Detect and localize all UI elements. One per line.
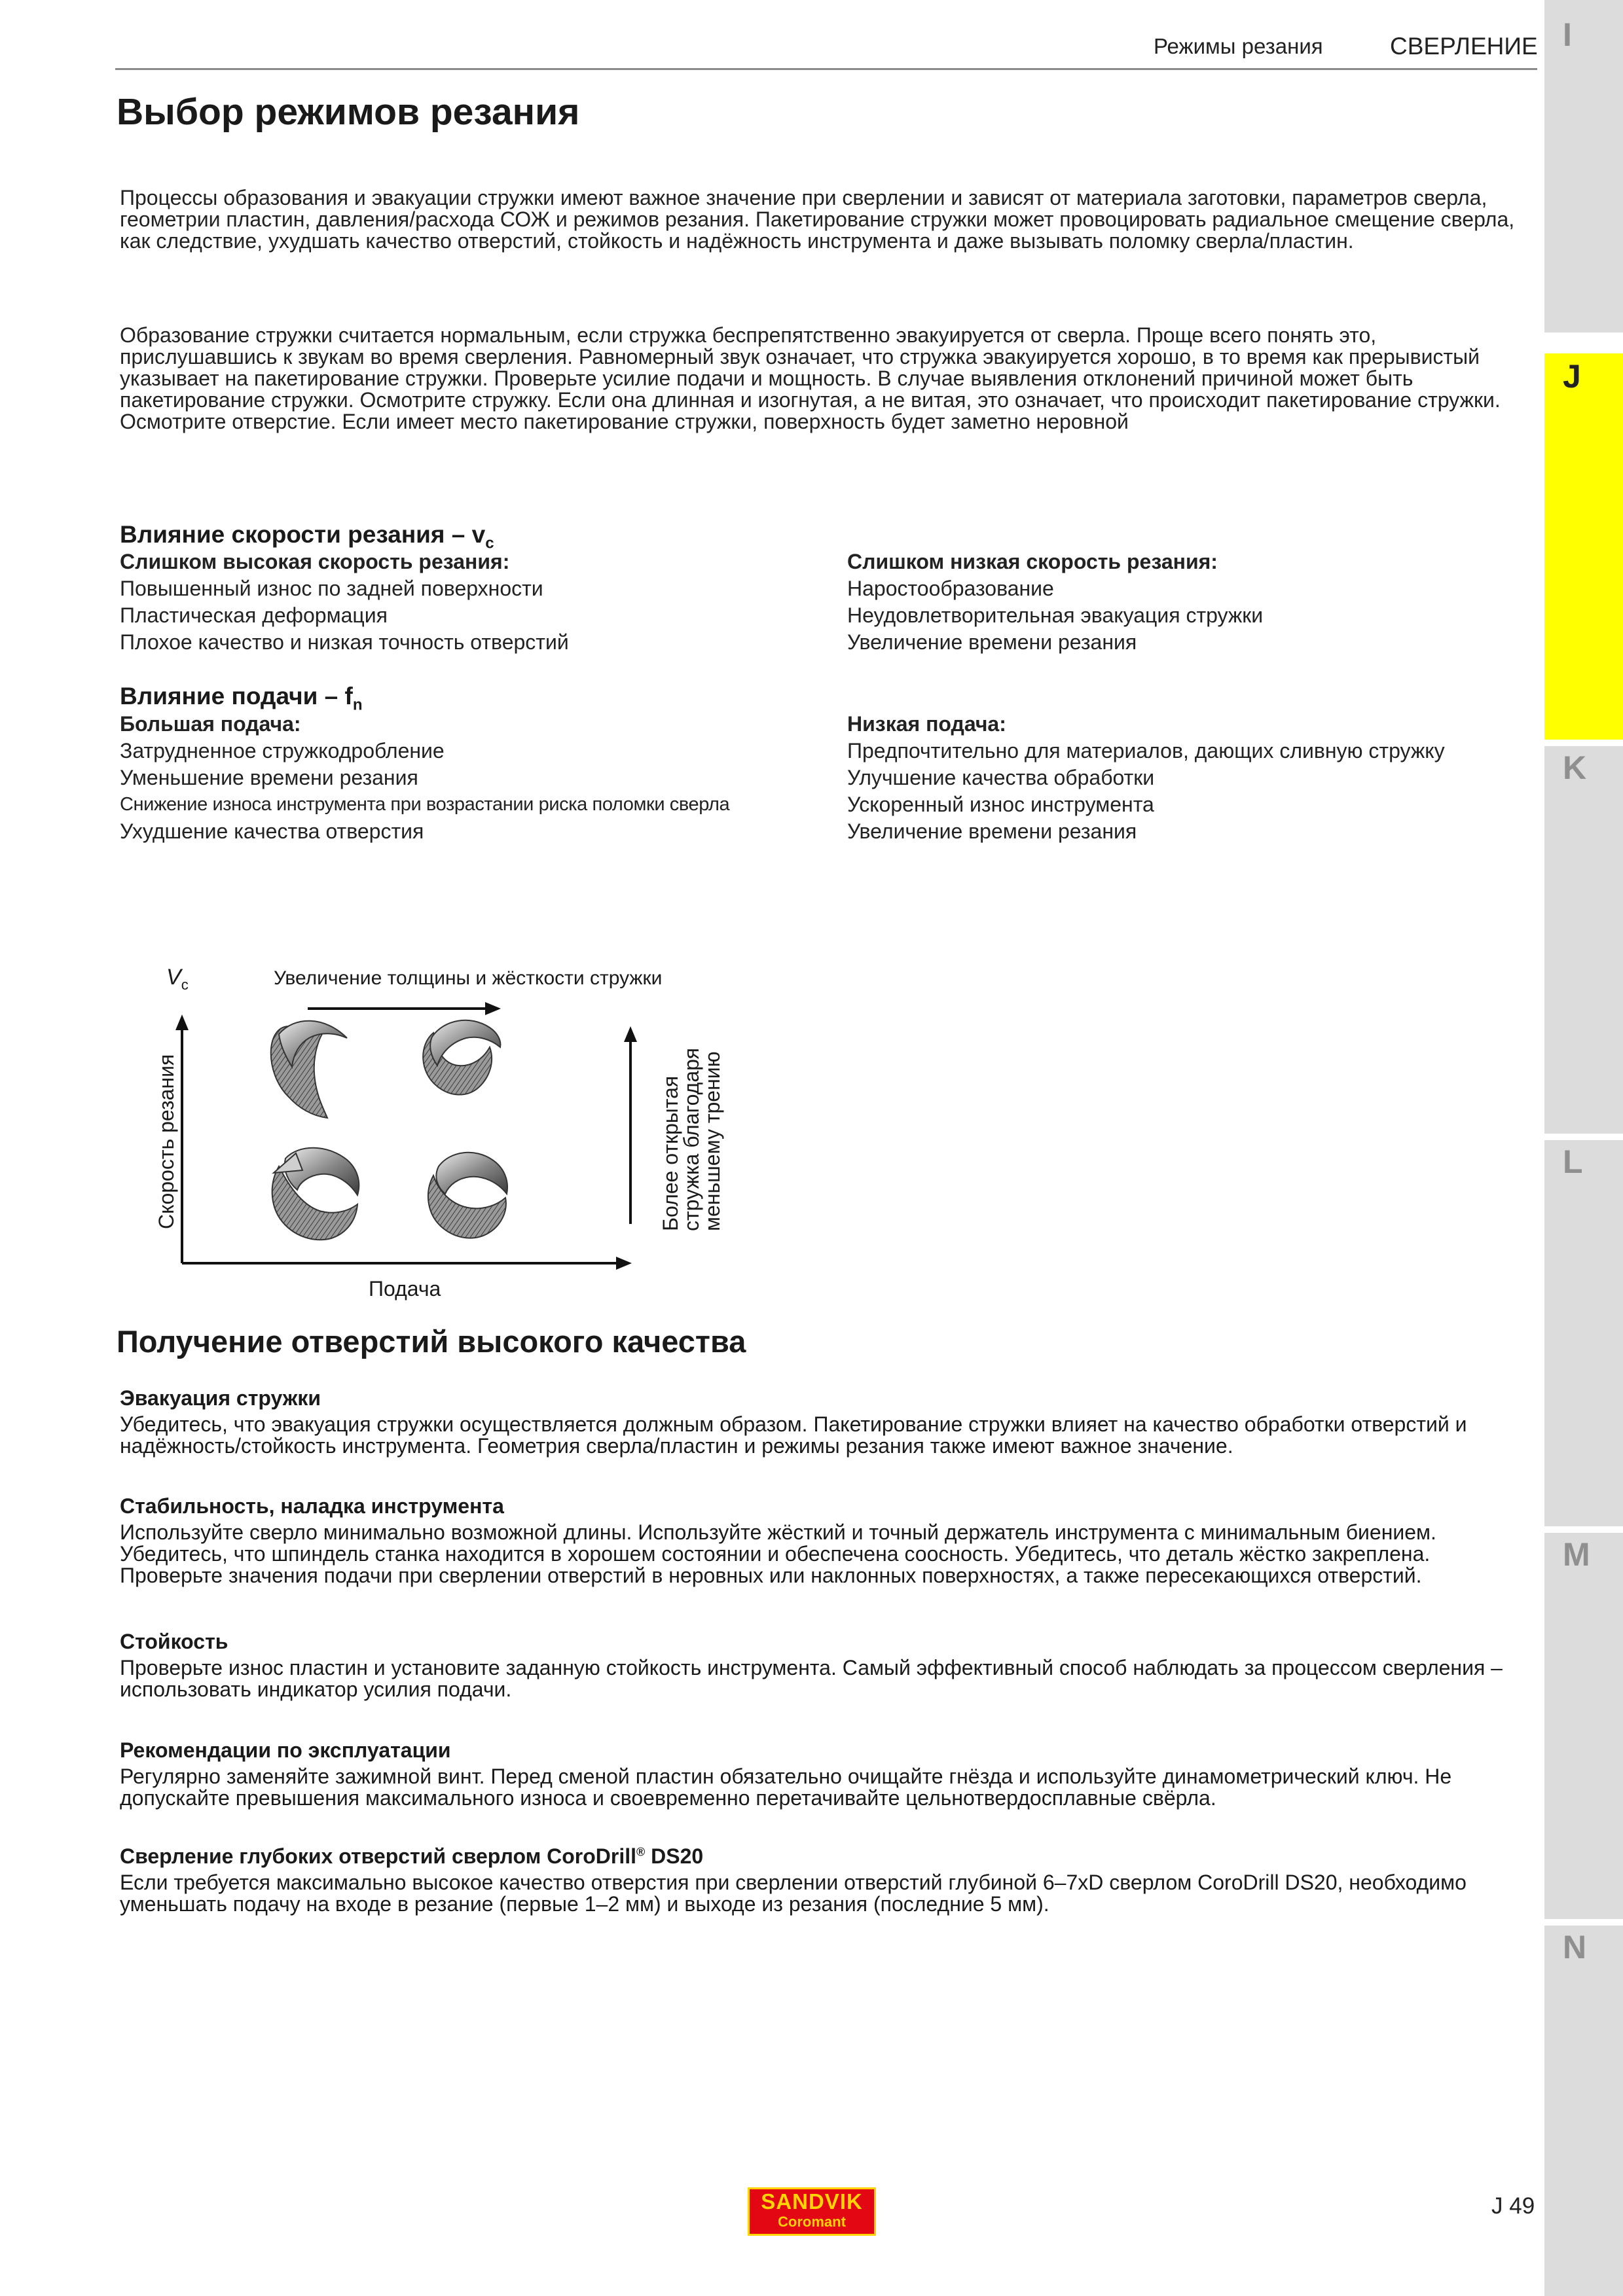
logo-subbrand: Coromant bbox=[778, 2214, 846, 2230]
quality-heading-maintenance: Рекомендации по эксплуатации bbox=[120, 1738, 451, 1762]
feed-heading-subscript: n bbox=[352, 696, 363, 714]
deep-drilling-heading-text: Сверление глубоких отверстий сверлом CoroDrill bbox=[120, 1844, 637, 1868]
feed-low-title: Низкая подача: bbox=[847, 712, 1006, 736]
diagram-y-label: Скорость резания bbox=[155, 1054, 178, 1229]
list-item: Неудовлетворительная эвакуация стружки bbox=[847, 603, 1264, 627]
list-item: Снижение износа инструмента при возрастании риска поломки сверла bbox=[120, 794, 730, 815]
speed-low-column bbox=[847, 548, 1541, 656]
diagram-axes bbox=[175, 1014, 632, 1270]
chapter-tab-l[interactable] bbox=[1544, 1140, 1623, 1526]
quality-text-maintenance: Регулярно заменяйте зажимной винт. Перед сменой пластин обязательно очищайте гнёзда и используйте динамометрический ключ. Не допускайте превышения максимального износа и своевременно перетачивайте цельнотвердосплавные свёрла. bbox=[120, 1765, 1452, 1810]
page-title: Выбор режимов резания bbox=[117, 91, 580, 133]
chapter-tab-k[interactable] bbox=[1544, 746, 1623, 1134]
list-item: Затрудненное стружкодробление bbox=[120, 739, 445, 762]
chapter-tab-m[interactable] bbox=[1544, 1533, 1623, 1919]
quality-text-deep-drilling: Если требуется максимально высокое качество отверстия при сверлении отверстий глубиной 6–7xD сверлом CoroDrill DS20, необходимо уменьшать подачу на входе в резание (первые 1–2 мм) и выходе из резания (последние 5 мм). bbox=[120, 1871, 1467, 1916]
speed-high-column bbox=[120, 548, 840, 656]
deep-drilling-heading-tail: DS20 bbox=[645, 1844, 704, 1868]
diagram-x-label: Подача bbox=[369, 1277, 441, 1300]
diagram-vc-letter: V bbox=[166, 965, 181, 990]
list-item: Улучшение качества обработки bbox=[847, 766, 1155, 789]
diagram-top-arrow bbox=[308, 1002, 501, 1015]
page-number: J 49 bbox=[1491, 2193, 1535, 2219]
quality-heading-deep-drilling bbox=[120, 1844, 703, 1869]
quality-section-title: Получение отверстий высокого качества bbox=[117, 1324, 746, 1359]
feed-heading bbox=[120, 683, 362, 714]
chapter-sidebar bbox=[1544, 0, 1623, 2296]
diagram-right-label bbox=[660, 1048, 723, 1231]
speed-high-title: Слишком высокая скорость резания: bbox=[120, 550, 510, 573]
chip-image-top-left bbox=[271, 1021, 347, 1118]
list-item: Увеличение времени резания bbox=[847, 819, 1137, 843]
chip-image-bottom-right bbox=[428, 1153, 507, 1238]
feed-high-column bbox=[120, 711, 840, 845]
diagram-right-line: стружка благодаря bbox=[680, 1048, 703, 1231]
chapter-tab-j[interactable] bbox=[1544, 353, 1623, 740]
diagram-top-label: Увеличение толщины и жёсткости стружки bbox=[274, 967, 663, 989]
speed-heading-text: Влияние скорости резания – v bbox=[120, 521, 486, 548]
diagram-right-line: меньшему трению bbox=[701, 1051, 724, 1231]
speed-heading-subscript: c bbox=[485, 534, 494, 552]
list-item: Ускоренный износ инструмента bbox=[847, 793, 1154, 816]
chapter-letter: L bbox=[1563, 1143, 1583, 1180]
chapter-letter: K bbox=[1563, 749, 1587, 786]
registered-mark: ® bbox=[636, 1845, 646, 1859]
list-item: Ухудшение качества отверстия bbox=[120, 819, 424, 843]
chip-formation-diagram bbox=[131, 982, 655, 1283]
intro-paragraph-2: Образование стружки считается нормальным, если стружка беспрепятственно эвакуируется от сверла. Проще всего понять это, прислушавшись к звукам во время сверления. Равномерный звук означает, что стружка эвакуируется хорошо, в то время как прерывистый указывает на пакетирование стружки. Проверьте усилие подачи и мощность. В случае выявления отклонений причиной может быть пакетирование стружки. Осмотрите стружку. Если она длинная и изогнутая, а не витая, это означает, что происходит пакетирование стружки. Осмотрите отверстие. Если имеет место пакетирование стружки, поверхность будет заметно неровной bbox=[120, 323, 1501, 433]
diagram-right-line: Более открытая bbox=[659, 1075, 682, 1231]
feed-low-column bbox=[847, 711, 1541, 845]
chapter-letter: J bbox=[1563, 358, 1581, 395]
list-item: Пластическая деформация bbox=[120, 603, 388, 627]
feed-heading-text: Влияние подачи – f bbox=[120, 683, 353, 709]
chapter-tab-n[interactable] bbox=[1544, 1926, 1623, 2296]
chapter-letter: I bbox=[1563, 16, 1572, 53]
chapter-tab-i[interactable] bbox=[1544, 0, 1623, 332]
speed-low-title: Слишком низкая скорость резания: bbox=[847, 550, 1218, 573]
diagram-right-arrow bbox=[624, 1026, 637, 1224]
list-item: Повышенный износ по задней поверхности bbox=[120, 577, 543, 600]
list-item: Увеличение времени резания bbox=[847, 630, 1137, 654]
list-item: Плохое качество и низкая точность отверстий bbox=[120, 630, 569, 654]
header-section: СВЕРЛЕНИЕ bbox=[1390, 33, 1538, 60]
feed-high-title: Большая подача: bbox=[120, 712, 301, 736]
intro-paragraph-1: Процессы образования и эвакуации стружки имеют важное значение при сверлении и зависят от материала заготовки, параметров сверла, геометрии пластин, давления/расхода СОЖ и режимов резания. Пакетирование стружки может провоцировать радиальное смещение сверла, как следствие, ухудшать качество отверстий, стойкость и надёжность инструмента и даже вызывать поломку сверла/пластин. bbox=[120, 186, 1515, 253]
diagram-vc-subscript: c bbox=[181, 976, 189, 993]
quality-heading-chip-evacuation: Эвакуация стружки bbox=[120, 1386, 321, 1410]
header-subsection: Режимы резания bbox=[1154, 34, 1323, 58]
quality-heading-stability: Стабильность, наладка инструмента bbox=[120, 1494, 504, 1518]
chapter-letter: N bbox=[1563, 1929, 1587, 1965]
quality-text-tool-life: Проверьте износ пластин и установите заданную стойкость инструмента. Самый эффективный способ наблюдать за процессом сверления – использовать индикатор усилия подачи. bbox=[120, 1656, 1503, 1701]
list-item: Предпочтительно для материалов, дающих сливную стружку bbox=[847, 739, 1445, 762]
chip-image-top-right bbox=[423, 1020, 500, 1095]
quality-heading-tool-life: Стойкость bbox=[120, 1630, 228, 1653]
quality-text-stability: Используйте сверло минимально возможной длины. Используйте жёсткий и точный держатель инструмента с минимальным биением. Убедитесь, что шпиндель станка находится в хорошем состоянии и обеспечена соосность. Убедитесь, что деталь жёстко закреплена. Проверьте значения подачи при сверлении отверстий в неровных или наклонных поверхностях, а также пересекающихся отверстий. bbox=[120, 1520, 1436, 1587]
list-item: Уменьшение времени резания bbox=[120, 766, 418, 789]
logo-brand: SANDVIK bbox=[761, 2189, 863, 2214]
quality-text-chip-evacuation: Убедитесь, что эвакуация стружки осуществляется должным образом. Пакетирование стружки влияет на качество обработки отверстий и надёжность/стойкость инструмента. Геометрия сверла/пластин и режимы резания также имеют важное значение. bbox=[120, 1412, 1467, 1458]
sandvik-coromant-logo bbox=[748, 2187, 876, 2236]
chip-image-bottom-left bbox=[272, 1148, 359, 1240]
header-rule bbox=[115, 68, 1537, 70]
list-item: Наростообразование bbox=[847, 577, 1054, 600]
chapter-letter: M bbox=[1563, 1536, 1590, 1573]
